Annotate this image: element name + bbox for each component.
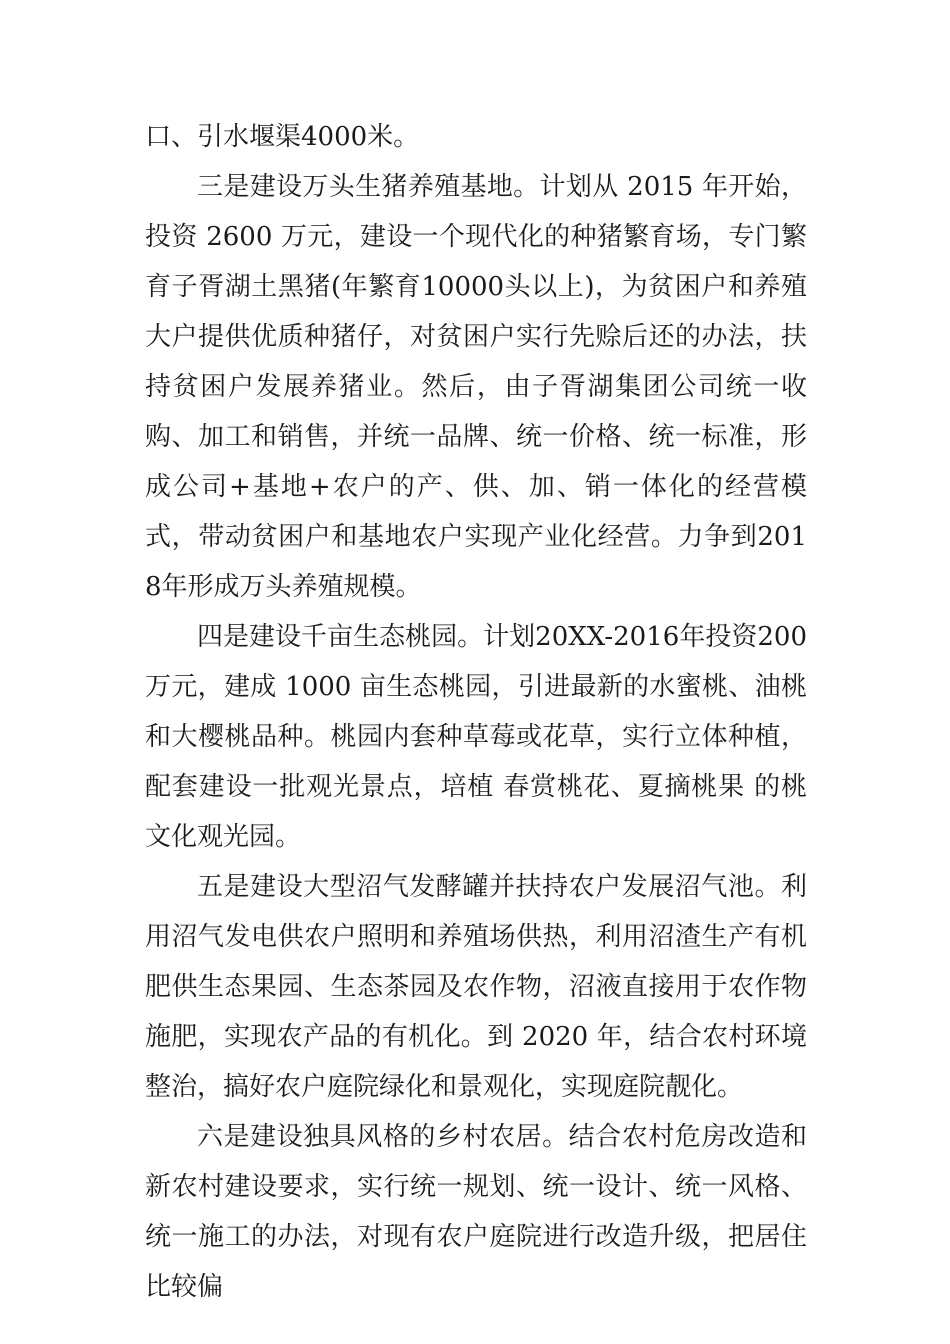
document-body [145,112,807,1312]
paragraph-continuation: 口、引水堰渠4000米。 [145,122,420,152]
paragraph-pig-farm: 三是建设万头生猪养殖基地。计划从 2015 年开始，投资 2600 万元，建设一个现代化的种猪繁育场，专门繁育子胥湖土黑猪(年繁育10000头以上)，为贫困户和养殖大户提供优质种猪仔，对贫困户实行先赊后还的办法，扶持贫困户发展养猪业。然后，由子胥湖集团公司统一收购、加工和销售，并统一品牌、统一价格、统一标准，形成公司+基地+农户的产、供、加、销一体化的经营模式，带动贫困户和基地农户实现产业化经营。力争到2018年形成万头养殖规模。 [145,172,807,602]
paragraph-biogas: 五是建设大型沼气发酵罐并扶持农户发展沼气池。利用沼气发电供农户照明和养殖场供热，利用沼渣生产有机肥供生态果园、生态茶园及农作物，沼液直接用于农作物施肥，实现农产品的有机化。到 2020 年，结合农村环境整治，搞好农户庭院绿化和景观化，实现庭院靓化。 [145,872,807,1102]
paragraph-rural-housing: 六是建设独具风格的乡村农居。结合农村危房改造和新农村建设要求，实行统一规划、统一设计、统一风格、统一施工的办法，对现有农户庭院进行改造升级，把居住比较偏 [145,1122,807,1302]
paragraph-peach-orchard: 四是建设千亩生态桃园。计划20XX-2016年投资200万元，建成 1000 亩生态桃园，引进最新的水蜜桃、油桃和大樱桃品种。桃园内套种草莓或花草，实行立体种植，配套建设一批观光景点，培植 春赏桃花、夏摘桃果 的桃文化观光园。 [145,622,807,852]
